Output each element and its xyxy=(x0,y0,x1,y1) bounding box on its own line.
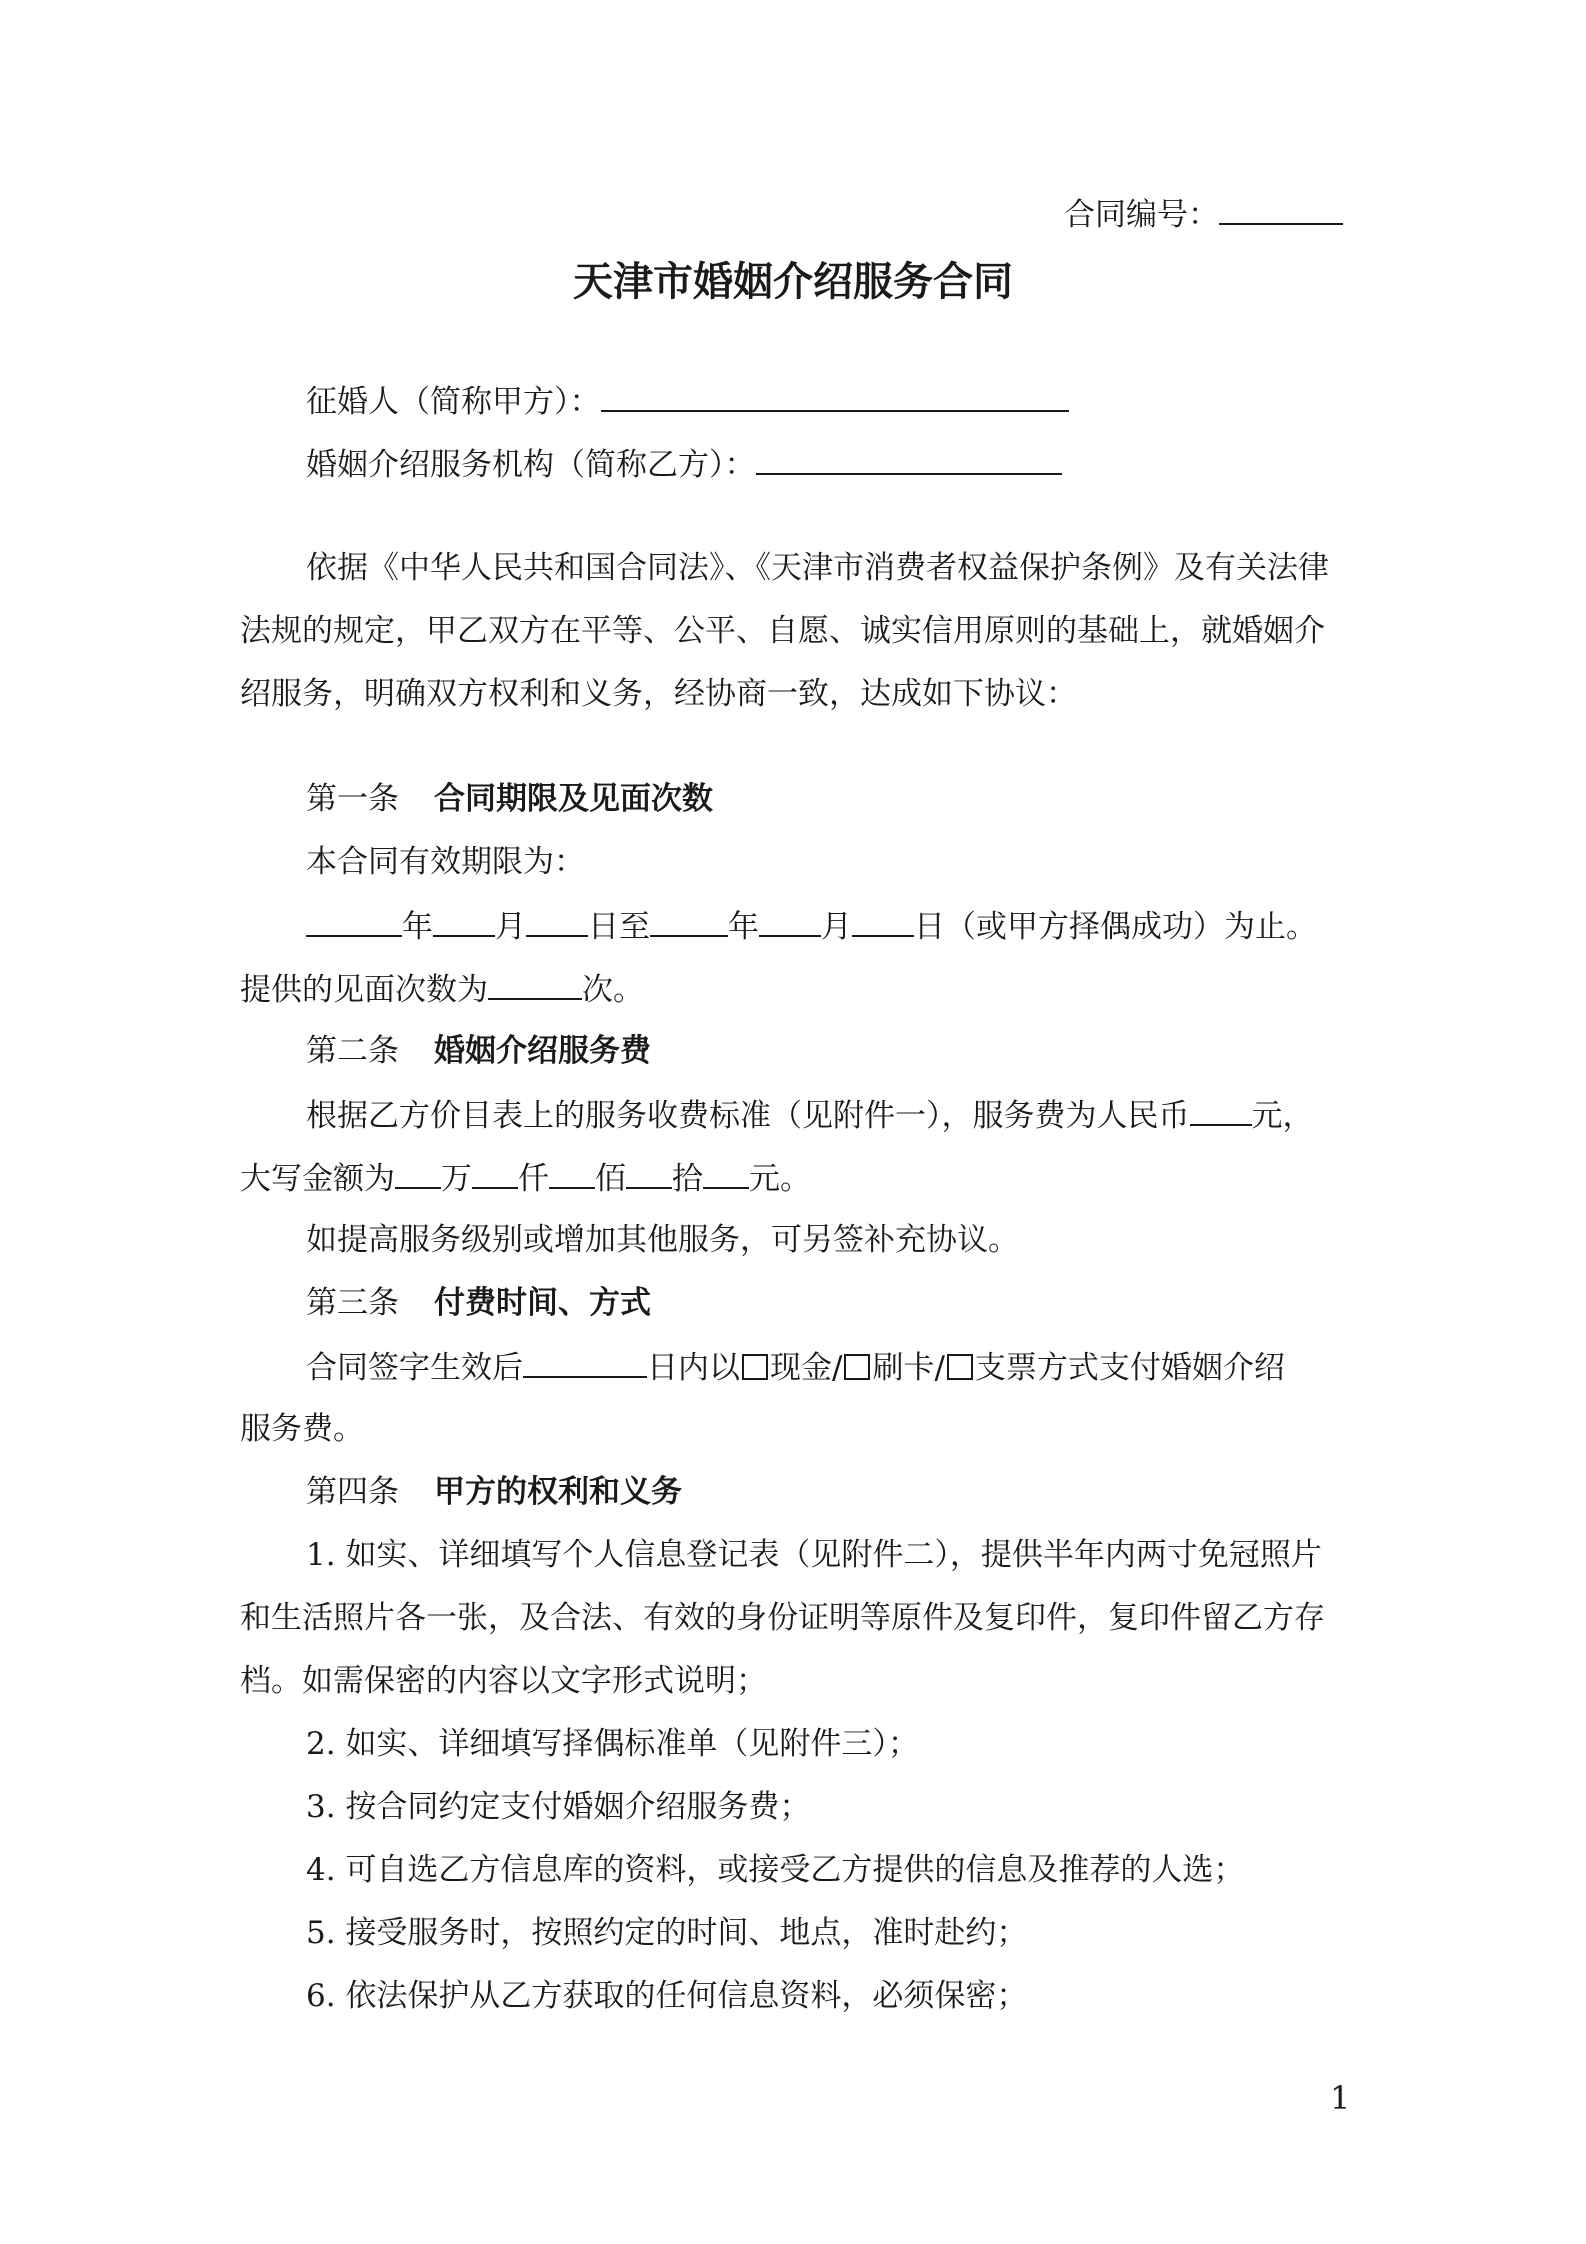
shi-blank xyxy=(626,1157,672,1189)
page-number: 1 xyxy=(1330,2079,1351,2117)
item-number: 2. xyxy=(306,1726,336,1762)
capital-label: 大写金额为 xyxy=(240,1161,395,1197)
list-item xyxy=(306,1535,1322,1575)
payment-prefix: 合同签字生效后 xyxy=(306,1350,523,1386)
list-item xyxy=(306,1913,1027,1953)
card-label: 刷卡/ xyxy=(872,1350,945,1386)
preamble-line: 依据《中华人民共和国合同法》、《天津市消费者权益保护条例》及有关法律 xyxy=(306,550,1329,586)
meetings-label: 提供的见面次数为 xyxy=(240,972,488,1008)
fee-text: 根据乙方价目表上的服务收费标准（见附件一），服务费为人民币 xyxy=(306,1098,1190,1134)
list-item xyxy=(306,1724,919,1764)
item-1-continuation: 和生活照片各一张，及合法、有效的身份证明等原件及复印件，复印件留乙方存 xyxy=(240,1600,1325,1636)
start-month-blank xyxy=(433,905,495,937)
fee-amount-blank xyxy=(1190,1094,1252,1126)
article-1-heading xyxy=(306,779,713,819)
end-day-blank xyxy=(852,905,914,937)
item-text: 按合同约定支付婚姻介绍服务费； xyxy=(345,1789,811,1825)
card-checkbox[interactable] xyxy=(844,1354,870,1380)
party-a-row xyxy=(306,380,1069,420)
article-title: 甲方的权利和义务 xyxy=(434,1474,682,1510)
party-b-blank xyxy=(756,443,1062,475)
article-2-heading xyxy=(306,1031,651,1071)
cash-checkbox[interactable] xyxy=(742,1354,768,1380)
item-text: 可自选乙方信息库的资料，或接受乙方提供的信息及推荐的人选； xyxy=(345,1852,1245,1888)
item-1-continuation: 档。如需保密的内容以文字形式说明； xyxy=(240,1663,767,1699)
end-month-blank xyxy=(759,905,821,937)
article-title: 婚姻介绍服务费 xyxy=(434,1033,651,1069)
preamble-line: 法规的规定，甲乙双方在平等、公平、自愿、诚实信用原则的基础上，就婚姻介 xyxy=(240,613,1325,649)
qian-label: 仟 xyxy=(518,1161,549,1197)
article-label: 第三条 xyxy=(306,1285,399,1321)
list-item xyxy=(306,1976,1027,2016)
item-text: 接受服务时，按照约定的时间、地点，准时赴约； xyxy=(345,1915,1028,1951)
article-label: 第四条 xyxy=(306,1474,399,1510)
article-3-heading xyxy=(306,1283,651,1323)
meetings-row xyxy=(240,968,644,1008)
bai-label: 佰 xyxy=(595,1161,626,1197)
item-number: 3. xyxy=(306,1789,336,1825)
cash-label: 现金/ xyxy=(770,1350,843,1386)
meetings-suffix: 次。 xyxy=(582,972,644,1008)
contract-number-row xyxy=(1064,193,1343,233)
validity-label: 本合同有效期限为： xyxy=(306,844,585,880)
article-4-heading xyxy=(306,1472,682,1512)
payment-within: 日内以 xyxy=(647,1350,740,1386)
yuan-label: 元， xyxy=(1251,1098,1314,1134)
month-label: 月 xyxy=(495,909,526,945)
day-to-label: 日至 xyxy=(588,909,650,945)
start-year-blank xyxy=(306,905,402,937)
payment-days-blank xyxy=(523,1346,647,1378)
cheque-label: 支票方式支付婚姻介绍 xyxy=(974,1350,1285,1386)
capital-amount-row xyxy=(240,1157,811,1197)
article-title: 付费时间、方式 xyxy=(434,1285,651,1321)
year-label: 年 xyxy=(728,909,759,945)
article-label: 第一条 xyxy=(306,781,399,817)
party-b-label: 婚姻介绍服务机构（简称乙方）： xyxy=(306,447,756,483)
meetings-blank xyxy=(488,968,582,1000)
supplement-text: 如提高服务级别或增加其他服务，可另签补充协议。 xyxy=(306,1222,1019,1258)
validity-period-row xyxy=(306,905,1317,945)
start-day-blank xyxy=(526,905,588,937)
item-number: 1. xyxy=(306,1537,336,1573)
party-a-label: 征婚人（简称甲方）： xyxy=(306,384,601,420)
yuan-blank xyxy=(703,1157,749,1189)
list-item xyxy=(306,1850,1244,1890)
year-label: 年 xyxy=(402,909,433,945)
payment-continuation: 服务费。 xyxy=(240,1411,364,1447)
cheque-checkbox[interactable] xyxy=(947,1354,973,1380)
payment-row xyxy=(306,1346,1285,1386)
shi-label: 拾 xyxy=(672,1161,703,1197)
contract-number-label: 合同编号： xyxy=(1064,197,1219,233)
contract-number-blank xyxy=(1219,193,1343,225)
fee-row xyxy=(306,1094,1314,1134)
article-label: 第二条 xyxy=(306,1033,399,1069)
wan-blank xyxy=(395,1157,441,1189)
end-year-blank xyxy=(650,905,728,937)
qian-blank xyxy=(472,1157,518,1189)
item-text: 依法保护从乙方获取的任何信息资料，必须保密； xyxy=(345,1978,1028,2014)
document-title: 天津市婚姻介绍服务合同 xyxy=(573,259,1013,305)
item-number: 4. xyxy=(306,1852,336,1888)
item-number: 6. xyxy=(306,1978,336,2014)
list-item xyxy=(306,1787,810,1827)
yuan-end-label: 元。 xyxy=(749,1161,811,1197)
item-number: 5. xyxy=(306,1915,336,1951)
party-a-blank xyxy=(601,380,1069,412)
validity-suffix: （或甲方择偶成功）为止。 xyxy=(945,909,1317,945)
preamble-line: 绍服务，明确双方权利和义务，经协商一致，达成如下协议： xyxy=(240,676,1077,712)
article-title: 合同期限及见面次数 xyxy=(434,781,713,817)
item-text: 如实、详细填写择偶标准单（见附件三）； xyxy=(345,1726,919,1762)
day-label: 日 xyxy=(914,909,945,945)
party-b-row xyxy=(306,443,1062,483)
wan-label: 万 xyxy=(441,1161,472,1197)
bai-blank xyxy=(549,1157,595,1189)
item-text: 如实、详细填写个人信息登记表（见附件二），提供半年内两寸免冠照片 xyxy=(345,1537,1322,1573)
month-label: 月 xyxy=(821,909,852,945)
